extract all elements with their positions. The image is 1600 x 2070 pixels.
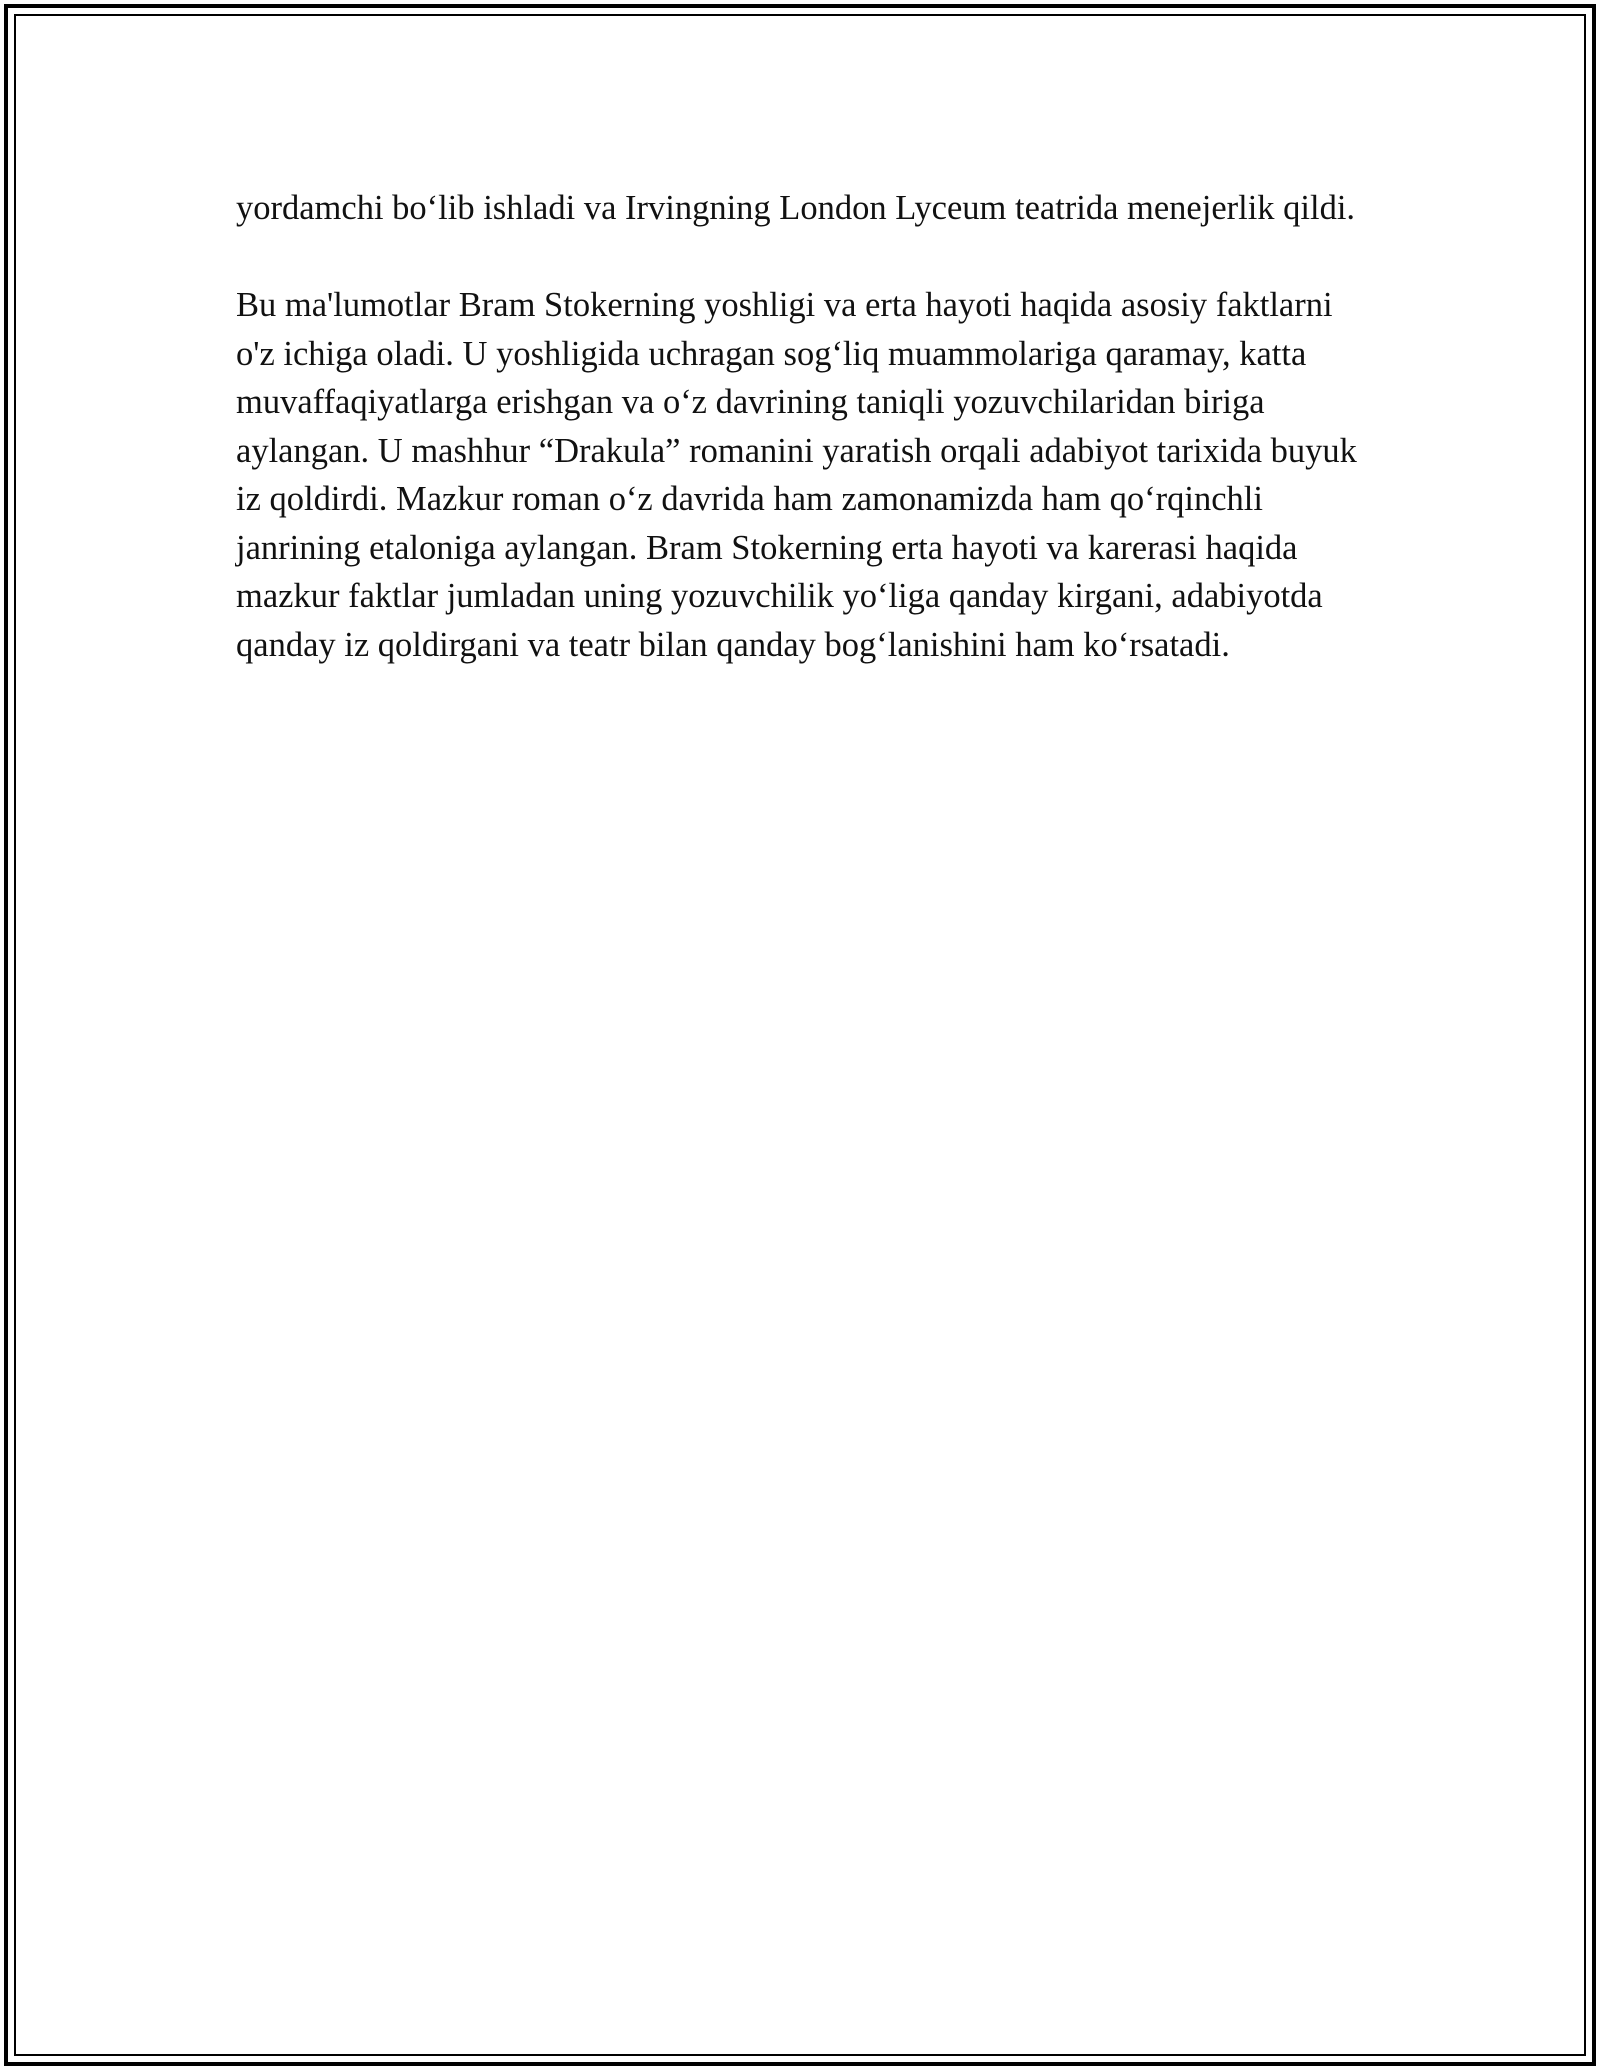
document-body bbox=[236, 184, 1376, 718]
paragraph-continuation: yordamchi bo‘lib ishladi va Irvingning London Lyceum teatrida menejerlik qildi. bbox=[236, 189, 1356, 227]
paragraph-summary: Bu ma'lumotlar Bram Stokerning yoshligi va erta hayoti haqida asosiy faktlarni o'z ichiga oladi. U yoshligida uchragan sog‘liq muammolariga qaramay, katta muvaffaqiyatlarga erishgan va o‘z davrining taniqli yozuvchilaridan biriga aylangan. U mashhur “Drakula” romanini yaratish orqali adabiyot tarixida buyuk iz qoldirdi. Mazkur roman o‘z davrida ham zamonamizda ham qo‘rqinchli janrining etaloniga aylangan. Bram Stokerning erta hayoti va karerasi haqida mazkur faktlar jumladan uning yozuvchilik yo‘liga qanday kirgani, adabiyotda qanday iz qoldirgani va teatr bilan qanday bog‘lanishini ham ko‘rsatadi. bbox=[236, 286, 1357, 664]
